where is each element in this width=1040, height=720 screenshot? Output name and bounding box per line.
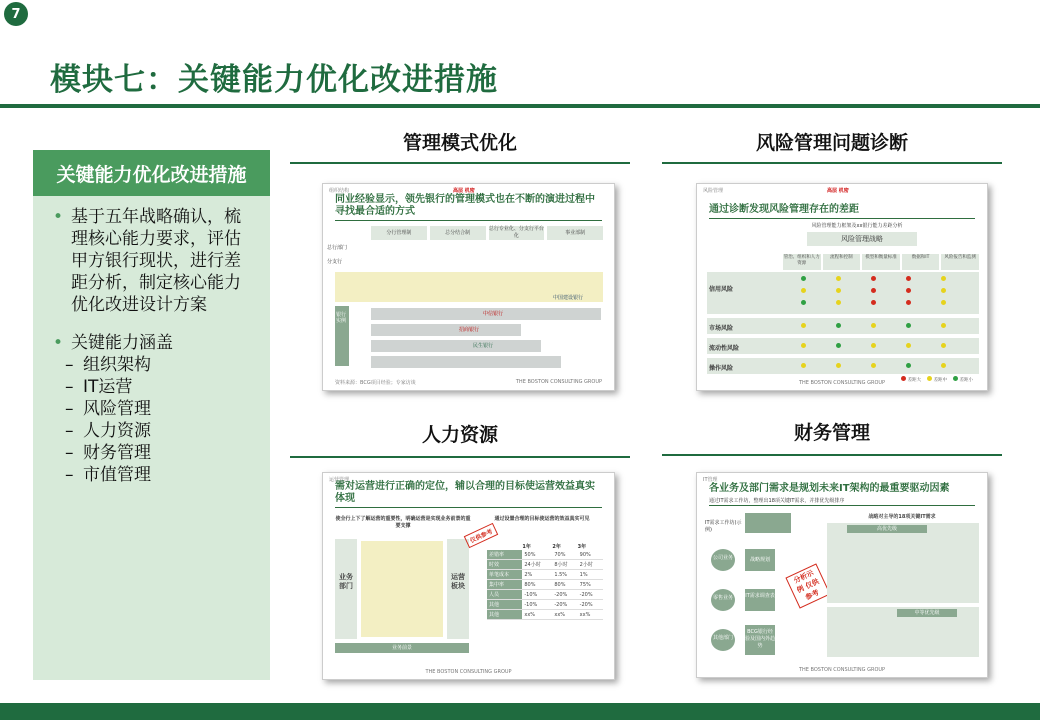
- dash-icon: –: [65, 399, 74, 419]
- framework-column: 流程和控制: [823, 254, 861, 270]
- thumb-badge: 高层 机密: [453, 188, 475, 194]
- table-cell: 1%: [578, 570, 603, 580]
- sub-item: – 财务管理: [65, 443, 151, 463]
- left-panel: [33, 150, 270, 680]
- arrow-bar: [371, 324, 521, 336]
- left-panel-heading: 关键能力优化改进措施: [33, 150, 270, 196]
- dash-icon: –: [65, 443, 74, 463]
- table-cell: 75%: [578, 580, 603, 590]
- table-cell: -10%: [522, 600, 552, 610]
- dot-row: [801, 300, 946, 305]
- right-head: 战略对主导的18项关键IT需求: [868, 514, 936, 520]
- thumb-label: 组织结构: [329, 188, 350, 194]
- thumb-footer: THE BOSTON CONSULTING GROUP: [425, 669, 512, 675]
- high-priority-head: 高优先级: [847, 525, 927, 533]
- framework-roof: 风险管理战略: [807, 232, 917, 246]
- mid-priority-head: 中等优先级: [897, 609, 957, 617]
- step-2: 总分结合制: [430, 226, 486, 240]
- dash-icon: –: [65, 355, 74, 375]
- right-tag: 运营板块: [451, 573, 465, 590]
- step-4: 事业部制: [547, 226, 603, 240]
- legend: 差距大 差距中 差距小: [901, 376, 973, 383]
- title-divider: [0, 104, 1040, 108]
- bullet-icon: •: [53, 333, 64, 353]
- table-cell: xx%: [522, 610, 552, 620]
- table-cell: 8小时: [552, 560, 577, 570]
- framework-column: 数据和IT: [902, 254, 940, 270]
- table-row: [487, 570, 603, 580]
- bank-logo: 中国建设银行: [553, 295, 584, 301]
- row-header-cell: 集中率: [487, 580, 522, 590]
- row-header-cell: 其他: [487, 610, 522, 620]
- reference-stamp: 分析示例 仅供参考: [785, 563, 830, 608]
- dept-node: 其他部门: [711, 629, 735, 651]
- thumb-label: IT管理: [703, 477, 718, 483]
- sub-item: – 风险管理: [65, 399, 151, 419]
- bullet-item: [53, 332, 254, 486]
- thumb-footer: THE BOSTON CONSULTING GROUP: [798, 667, 886, 673]
- thumb-title: 通过诊断发现风险管理存在的差距: [709, 204, 859, 215]
- dash-icon: –: [65, 465, 74, 485]
- thumb-label: 风险管理: [703, 188, 724, 194]
- reference-stamp: 仅供参考: [464, 523, 499, 548]
- table-cell: xx%: [578, 610, 603, 620]
- thumb-title: 同业经验显示，领先银行的管理模式也在不断的演进过程中寻找最合适的方式: [335, 194, 595, 217]
- framework-column: 风险报告和监测: [941, 254, 979, 270]
- table-cell: xx%: [552, 610, 577, 620]
- table-cell: -20%: [578, 600, 603, 610]
- right-head: 通过设置合理的目标使运营的效益真实可见: [494, 516, 590, 522]
- step-3: 总行专业化、分支行平台化: [488, 226, 544, 239]
- section-title-hr: 人力资源: [421, 424, 498, 446]
- slide-thumbnail-hr[interactable]: [322, 472, 615, 680]
- table-row: [487, 600, 603, 610]
- table-cell: 2小时: [578, 560, 603, 570]
- dept-node: 公司业务: [711, 549, 735, 571]
- section-title-mgmt: 管理模式优化: [402, 132, 517, 154]
- slide-thumbnail-mgmt[interactable]: [322, 183, 615, 391]
- row-header-cell: 人员: [487, 590, 522, 600]
- thumb-divider: [709, 218, 975, 219]
- bottom-band: 业务前景: [335, 643, 469, 653]
- center-panel: [361, 541, 443, 637]
- framework-column: 模型和衡量标准: [862, 254, 900, 270]
- slide-thumbnail-risk[interactable]: [696, 183, 988, 391]
- row-label: 总行部门: [327, 245, 348, 251]
- thumb-title: 各业务及部门需求是规划未来IT架构的最重要驱动因素: [709, 483, 950, 494]
- bullet-text: 基于五年战略确认，梳理核心能力要求，评估甲方银行现状，进行差距分析，制定核心能力优化改进设计方案: [71, 207, 241, 315]
- table-row: [487, 610, 603, 620]
- framework-columns: [783, 254, 979, 270]
- section-divider: [662, 454, 1002, 456]
- slide-thumbnail-finance[interactable]: [696, 472, 988, 678]
- dot-row: [801, 343, 946, 348]
- table-cell: -20%: [552, 600, 577, 610]
- section-divider: [662, 162, 1002, 164]
- thumb-label: 运营管理: [329, 477, 350, 483]
- table-cell: -20%: [578, 590, 603, 600]
- arrow-bar: [371, 356, 561, 368]
- section-divider: [290, 162, 630, 164]
- section-divider: [290, 456, 630, 458]
- framework-subtitle: 风险管理能力框架及xx银行能力差距分析: [811, 223, 903, 229]
- dept-node: 零售业务: [711, 589, 735, 611]
- thumb-divider: [335, 220, 602, 221]
- row-header-cell: 时效: [487, 560, 522, 570]
- bullet-text: 关键能力涵盖: [71, 333, 173, 353]
- dot-row: [801, 323, 946, 328]
- row-label: 分支行: [327, 259, 343, 265]
- sub-item: – 组织架构: [65, 355, 151, 375]
- dash-icon: –: [65, 377, 74, 397]
- section-title-risk: 风险管理问题诊断: [755, 132, 908, 154]
- thumb-footer: 资料来源：BCG项目经验；专家访谈 THE BOSTON CONSULTING GROUP: [335, 379, 602, 386]
- table-cell: 90%: [578, 550, 603, 560]
- framework-column: 管治、组织和人力资源: [783, 254, 821, 270]
- sub-item: – 人力资源: [65, 421, 151, 441]
- table-row: [487, 590, 603, 600]
- thumb-subtitle: 通过IT需求工作坊，整理出18项关键IT需求，并排优先级排序: [709, 498, 845, 504]
- risk-row-label: 流动性风险: [709, 345, 740, 352]
- bullet-list: [33, 196, 270, 486]
- table-cell: 24小时: [522, 560, 552, 570]
- bank-logo: 民生银行: [473, 343, 494, 349]
- section-title-finance: 财务管理: [793, 422, 870, 444]
- source-node: IT需求调查表: [745, 589, 775, 611]
- dot-row: [801, 276, 946, 281]
- dash-icon: –: [65, 421, 74, 441]
- table-cell: -10%: [522, 590, 552, 600]
- side-label: 银行实例: [336, 312, 347, 324]
- target-table: 1年 2年 3年 差错率 50% 70% 90% 时效 24小时 8小时 2小时 单笔成本 2% 1.5% 1% 集中率 80% 80% 75% 人员 -10% -20% -20% 其他 -10% -20% -20% 其他 xx% xx% xx%: [487, 543, 603, 620]
- high-priority-box: [827, 523, 979, 603]
- left-tag: 业务部门: [339, 573, 353, 590]
- left-head: IT需求工作坊(示例): [705, 520, 742, 533]
- thumb-footer: THE BOSTON CONSULTING GROUP: [798, 380, 886, 386]
- source-node: BCG银行经验及国内外趋势: [745, 625, 775, 655]
- table-cell: -20%: [552, 590, 577, 600]
- thumb-divider: [709, 505, 975, 506]
- row-header-cell: 其他: [487, 600, 522, 610]
- table-cell: 50%: [522, 550, 552, 560]
- risk-row-label: 信用风险: [709, 286, 734, 293]
- footer-bar: [0, 703, 1040, 720]
- dot-row: [801, 288, 946, 293]
- table-cell: 1.5%: [552, 570, 577, 580]
- target-table-body: [487, 550, 603, 620]
- bullet-item: [53, 206, 254, 316]
- left-head: 使全行上下了解运营的重要性，明确运营是实现业务前景的重要支撑: [335, 516, 471, 529]
- table-cell: 2%: [522, 570, 552, 580]
- step-arrows: [371, 226, 603, 240]
- row-header-cell: 单笔成本: [487, 570, 522, 580]
- thumb-badge: 高层 机密: [827, 188, 849, 194]
- risk-row-label: 操作风险: [709, 365, 734, 372]
- dot-row: [801, 363, 946, 368]
- risk-row-label: 市场风险: [709, 325, 734, 332]
- bullet-icon: •: [53, 207, 64, 227]
- step-1: 分行管理制: [371, 226, 427, 240]
- table-cell: 80%: [522, 580, 552, 590]
- page-number: 7: [4, 2, 28, 26]
- thumb-title: 需对运营进行正确的定位，辅以合理的目标使运营效益真实体现: [335, 481, 595, 504]
- arrow-bar: [371, 340, 541, 352]
- table-row: [487, 560, 603, 570]
- sub-item: – IT运营: [65, 377, 133, 397]
- table-row: [487, 550, 603, 560]
- table-cell: 70%: [552, 550, 577, 560]
- bank-logo: 招商银行: [459, 327, 480, 333]
- workshop-image: [745, 513, 791, 533]
- table-cell: 80%: [552, 580, 577, 590]
- source-node: 战略规划: [745, 549, 775, 571]
- bank-logo: 中信银行: [483, 311, 504, 317]
- page-title: 模块七：关键能力优化改进措施: [50, 62, 498, 98]
- table-row: [487, 580, 603, 590]
- thumb-divider: [335, 507, 602, 508]
- sub-item: – 市值管理: [65, 465, 151, 485]
- row-header-cell: 差错率: [487, 550, 522, 560]
